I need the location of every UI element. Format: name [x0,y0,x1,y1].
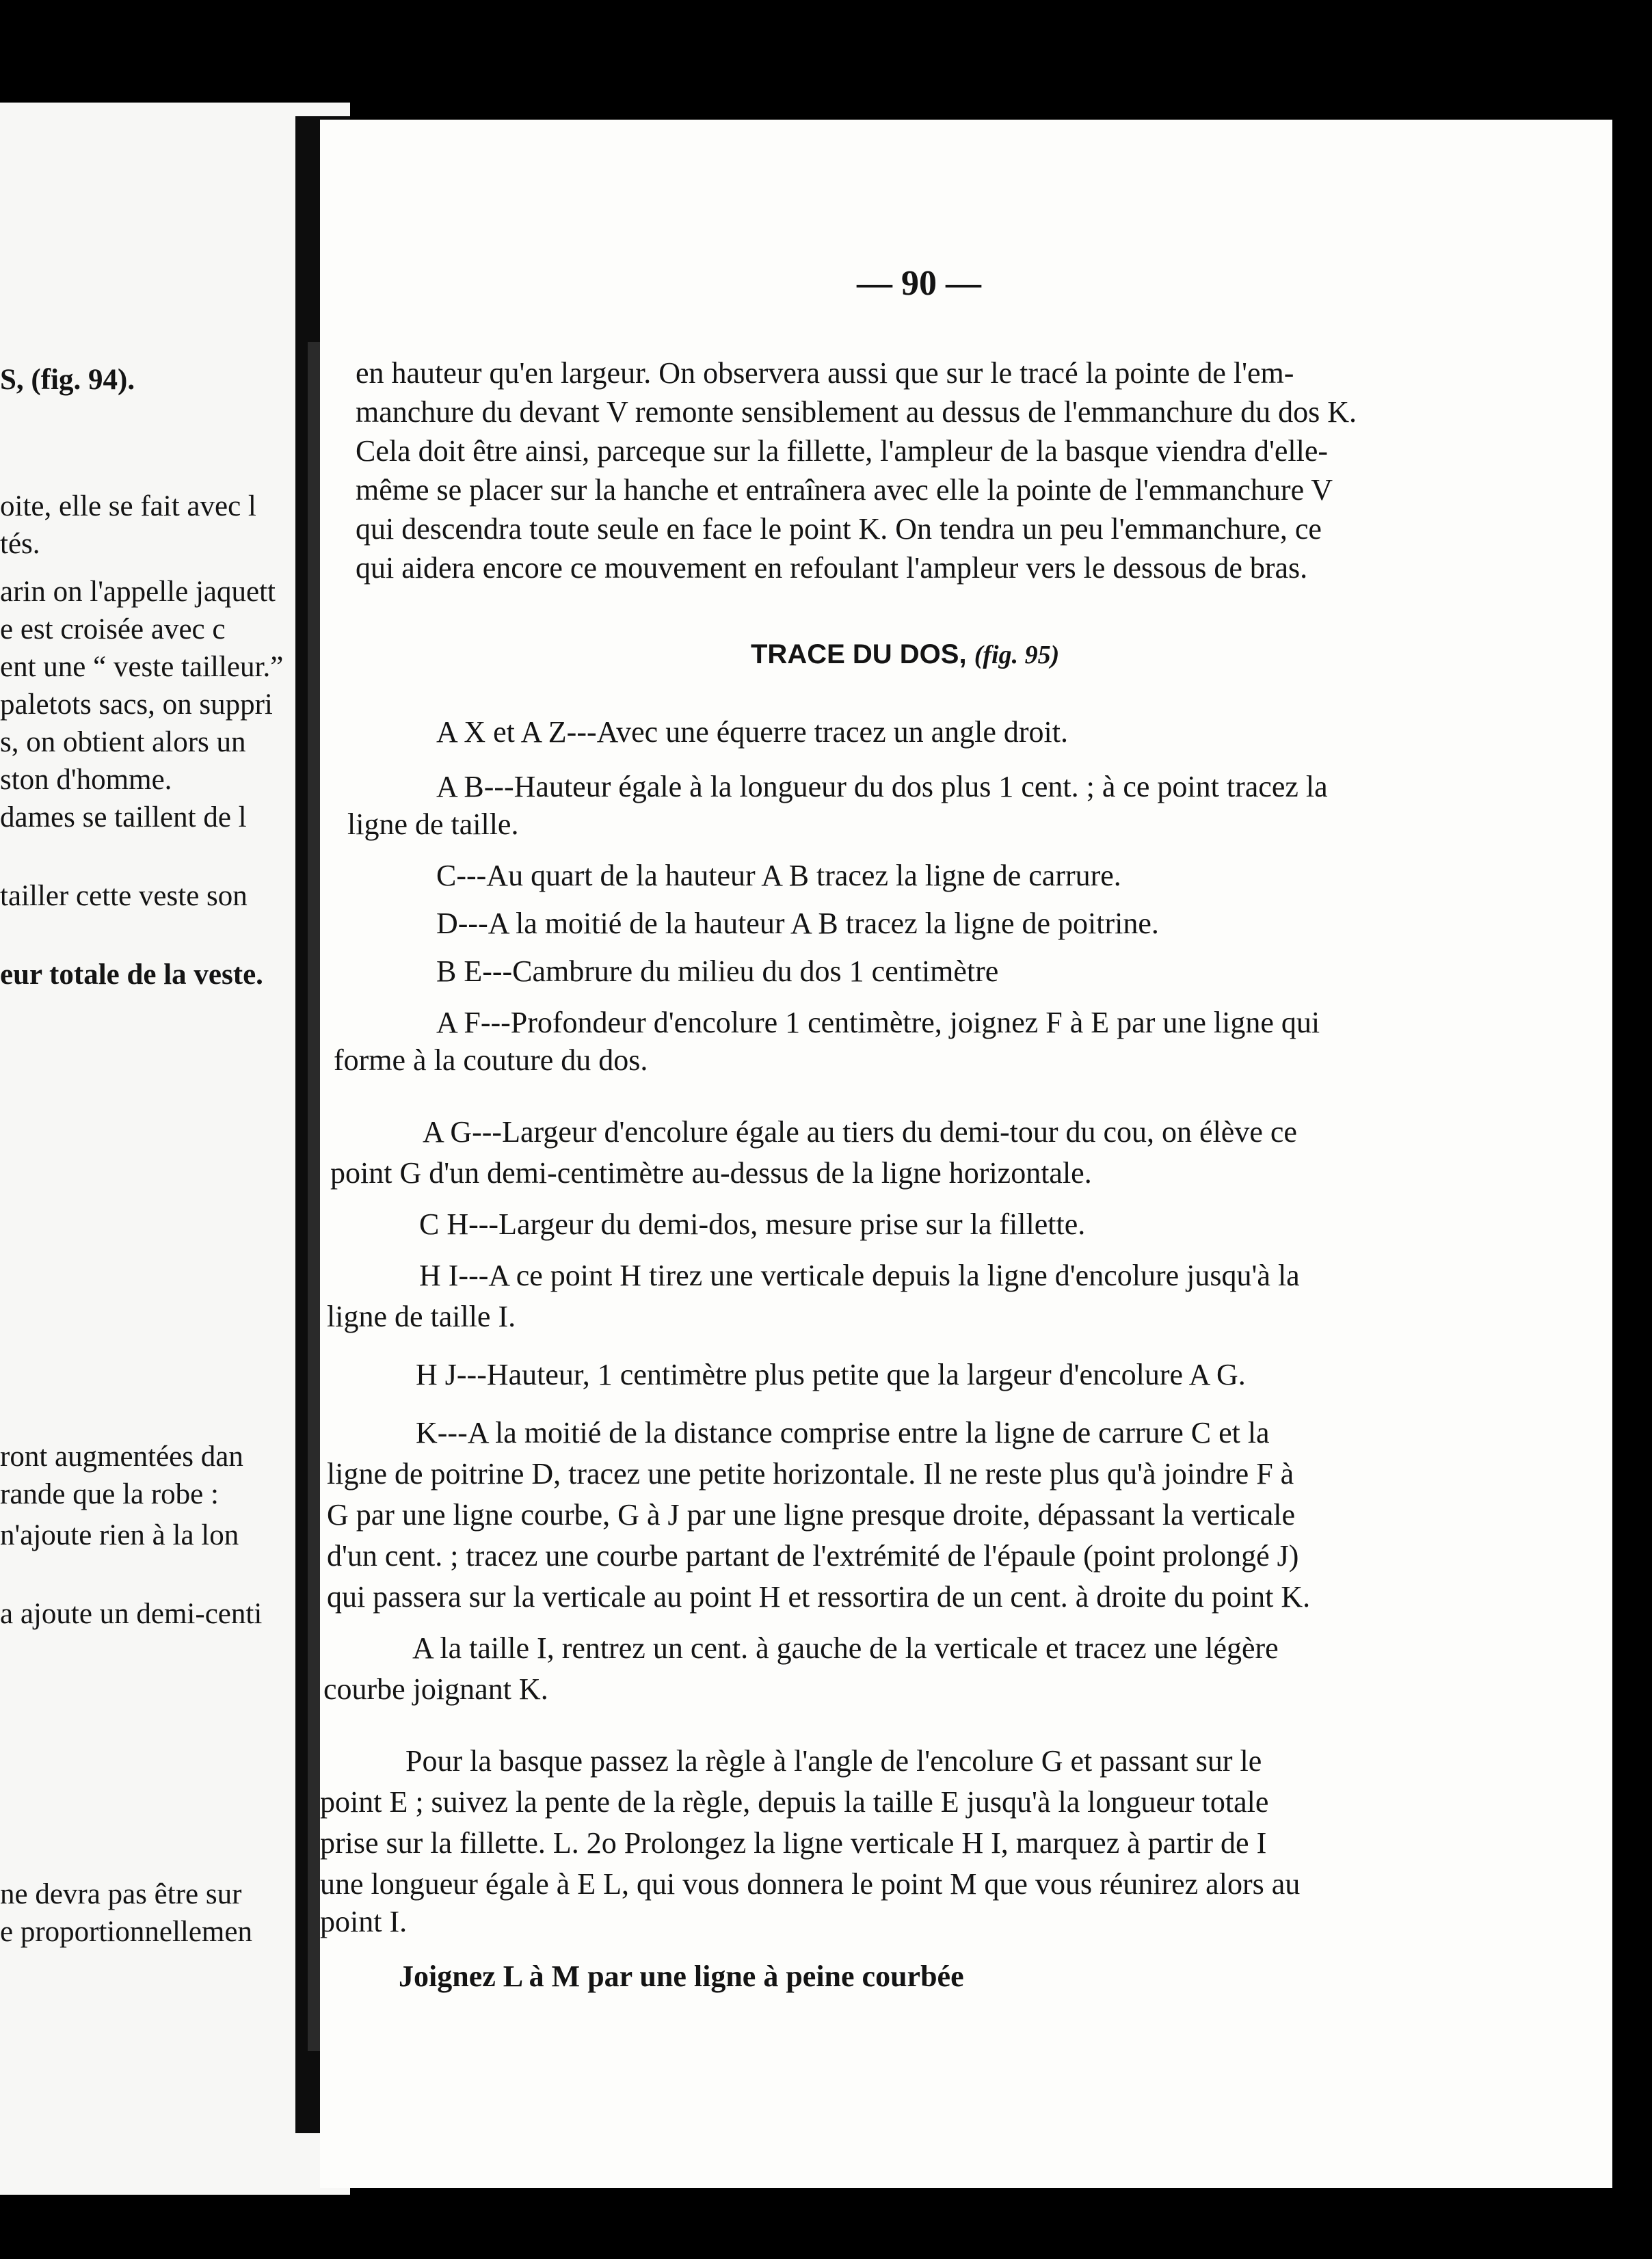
page-number: — 90 — [857,264,981,303]
text-line: en hauteur qu'en largeur. On observera aussi que sur le tracé la pointe de l'em- [356,356,1294,390]
left-line: e proportionnellemen [0,1916,252,1948]
left-line: oite, elle se fait avec l [0,490,256,522]
text-line: A B---Hauteur égale à la longueur du dos plus 1 cent. ; à ce point tracez la [436,770,1328,803]
left-line: e est croisée avec c [0,613,226,645]
text-line: K---A la moitié de la distance comprise entre la ligne de carrure C et la [416,1416,1270,1449]
section-heading [751,639,1059,670]
section-heading-title: TRACE DU DOS, [751,639,967,669]
left-line: ne devra pas être sur [0,1878,242,1910]
text-line: B E---Cambrure du milieu du dos 1 centimètre [436,954,999,988]
text-line: C H---Largeur du demi-dos, mesure prise sur la fillette. [419,1207,1086,1241]
left-line: paletots sacs, on suppri [0,689,273,721]
left-line: ent une “ veste tailleur.” [0,651,284,683]
text-line: même se placer sur la hanche et entraînera avec elle la pointe de l'emmanchure V [356,473,1333,507]
left-line: dames se taillent de l [0,801,247,833]
text-line: qui passera sur la verticale au point H et ressortira de un cent. à droite du point K. [327,1580,1311,1614]
left-line: S, (fig. 94). [0,364,135,396]
text-line: d'un cent. ; tracez une courbe partant de l'extrémité de l'épaule (point prolongé J) [327,1539,1299,1573]
left-line: tailler cette veste son [0,880,248,912]
text-line: H J---Hauteur, 1 centimètre plus petite que la largeur d'encolure A G. [416,1358,1246,1391]
spine-shadow [308,342,320,2051]
text-line: H I---A ce point H tirez une verticale depuis la ligne d'encolure jusqu'à la [419,1259,1300,1292]
text-line: courbe joignant K. [323,1672,548,1706]
text-line: Pour la basque passez la règle à l'angle de l'encolure G et passant sur le [405,1744,1262,1778]
text-line: point I. [320,1905,408,1938]
left-line: rande que la robe : [0,1478,219,1510]
left-line: n'ajoute rien à la lon [0,1519,239,1551]
left-line: eur totale de la veste. [0,959,263,991]
text-line: prise sur la fillette. L. 2o Prolongez la ligne verticale H I, marquez à partir de I [320,1826,1267,1860]
text-line: A G---Largeur d'encolure égale au tiers du demi-tour du cou, on élève ce [423,1115,1297,1149]
section-heading-fig: (fig. 95) [974,641,1060,669]
text-line: une longueur égale à E L, qui vous donnera le point M que vous réunirez alors au [320,1867,1301,1901]
text-line: ligne de poitrine D, tracez une petite horizontale. Il ne reste plus qu'à joindre F à [327,1457,1294,1491]
text-line: qui descendra toute seule en face le point K. On tendra un peu l'emmanchure, ce [356,512,1322,546]
text-line: Cela doit être ainsi, parceque sur la fillette, l'ampleur de la basque viendra d'elle- [356,434,1329,468]
left-line: ston d'homme. [0,764,172,796]
text-line: A X et A Z---Avec une équerre tracez un angle droit. [436,715,1068,749]
left-line: s, on obtient alors un [0,726,246,758]
left-line: a ajoute un demi-centi [0,1598,263,1630]
text-line: forme à la couture du dos. [334,1043,648,1077]
left-line: tés. [0,528,40,560]
text-line: D---A la moitié de la hauteur A B tracez la ligne de poitrine. [436,907,1159,940]
right-page [320,120,1612,2188]
text-line: Joignez L à M par une ligne à peine courbée [399,1960,964,1993]
text-line: A la taille I, rentrez un cent. à gauche de la verticale et tracez une légère [412,1631,1279,1665]
text-line: G par une ligne courbe, G à J par une ligne presque droite, dépassant la verticale [327,1498,1296,1532]
text-line: manchure du devant V remonte sensiblement au dessus de l'emmanchure du dos K. [356,395,1357,429]
text-line: ligne de taille. [347,807,519,841]
left-line: ront augmentées dan [0,1441,243,1473]
left-line: arin on l'appelle jaquett [0,576,276,608]
text-line: C---Au quart de la hauteur A B tracez la ligne de carrure. [436,859,1121,892]
text-line: point E ; suivez la pente de la règle, depuis la taille E jusqu'à la longueur totale [320,1785,1269,1819]
text-line: A F---Profondeur d'encolure 1 centimètre, joignez F à E par une ligne qui [436,1006,1320,1039]
text-line: qui aidera encore ce mouvement en refoulant l'ampleur vers le dessous de bras. [356,551,1308,585]
text-line: ligne de taille I. [327,1300,516,1333]
text-line: point G d'un demi-centimètre au-dessus de la ligne horizontale. [330,1156,1092,1190]
